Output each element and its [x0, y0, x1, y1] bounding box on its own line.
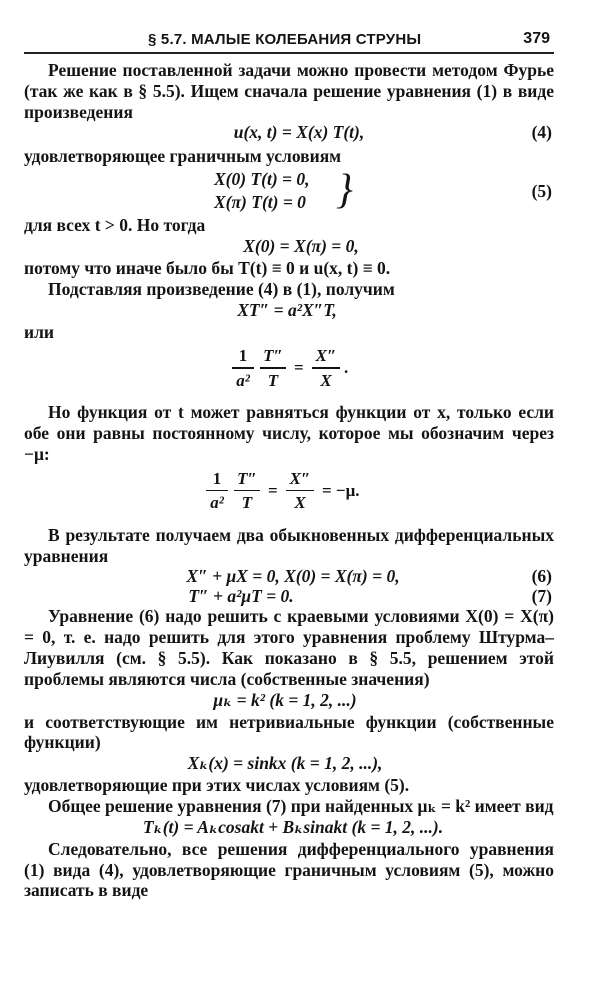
fraction-numerator: T″ [237, 468, 257, 488]
fraction-bar [312, 367, 340, 368]
fraction-t [260, 346, 286, 390]
equation-5-number: (5) [531, 181, 552, 202]
equation-xt [24, 300, 554, 322]
equals-minus-mu: = −μ. [322, 480, 360, 500]
equation-6-number: (6) [531, 566, 552, 587]
equation-7-text: T″ + a²μT = 0. [188, 586, 294, 607]
equation-xt-text: XT″ = a²X″T, [237, 299, 337, 320]
equation-4 [24, 122, 554, 146]
fraction-numerator: X″ [289, 468, 311, 488]
fraction-denominator: T [267, 370, 279, 390]
equation-x-boundary-text: X(0) = X(π) = 0, [243, 235, 359, 256]
fraction-t [234, 469, 260, 513]
paragraph-two-odes: В результате получаем два обыкновенных дифференциальных уравнения [24, 524, 554, 566]
equation-5 [24, 167, 554, 215]
equation-7-number: (7) [531, 586, 552, 607]
equation-eigenfunctions [24, 753, 554, 775]
equation-7 [24, 586, 554, 606]
page-number: 379 [523, 30, 550, 47]
equation-5-line-2: X(π) T(t) = 0 [214, 192, 306, 213]
paragraph-for-all-t: для всех t > 0. Но тогда [24, 215, 206, 236]
fraction-denominator: a² [210, 493, 224, 513]
fraction-one-over-a2 [232, 346, 254, 390]
paragraph-sturm-liouville: Уравнение (6) надо решить с краевыми условиями X(0) = X(π) = 0, т. е. надо решить для этого уравнения проблему Штурма–Лиувилля (см. § 5.5). Как показано в § 5.5, решением этой проблемы являются числа (собственные значения) [24, 606, 554, 689]
fraction-denominator: X [294, 493, 306, 513]
equation-4-number: (4) [531, 122, 552, 143]
equation-tk-text: Tₖ(t) = Aₖcosakt + Bₖsinakt (k = 1, 2, ...). [142, 816, 444, 837]
fraction-numerator: 1 [238, 346, 248, 366]
paragraph-or: или [24, 321, 54, 342]
paragraph-fourier-method: Решение поставленной задачи можно провести методом Фурье (так же как в § 5.5). Ищем сначала решение уравнения (1) в виде произведения [24, 60, 554, 122]
paragraph-constant-mu: Но функция от t может равняться функции от x, только если обе они равны постоянному числу, которое мы обозначим через −μ: [24, 402, 554, 464]
fraction-x [312, 346, 340, 390]
equation-mu [24, 469, 554, 519]
fraction-bar [234, 490, 260, 491]
equals-sign: = [268, 480, 278, 500]
equation-eigenvalues [24, 690, 554, 712]
period: . [344, 358, 349, 378]
equation-tk [24, 817, 554, 839]
fraction-bar [260, 367, 286, 368]
equation-eigenfunctions-text: Xₖ(x) = sinkx (k = 1, 2, ...), [187, 753, 383, 774]
page-body [24, 60, 554, 901]
equation-5-line-1: X(0) T(t) = 0, [214, 169, 310, 190]
equals-sign: = [294, 358, 304, 378]
equation-6 [24, 566, 554, 586]
paragraph-general-solution: Общее решение уравнения (7) при найденных μₖ = k² имеет вид [48, 795, 554, 816]
equation-6-text: X″ + μX = 0, X(0) = X(π) = 0, [186, 566, 400, 587]
section-title: § 5.7. МАЛЫЕ КОЛЕБАНИЯ СТРУНЫ [148, 31, 422, 48]
paragraph-boundary-conditions: удовлетворяющее граничным условиям [24, 146, 342, 167]
fraction-numerator: 1 [212, 468, 222, 488]
paragraph-conclusion: Следовательно, все решения дифференциального уравнения (1) вида (4), удовлетворяющие граничным условиям (5), можно записать в виде [24, 838, 554, 901]
fraction-denominator: T [241, 493, 253, 513]
fraction-bar [232, 367, 254, 368]
fraction-x [286, 469, 314, 513]
equation-4-text: u(x, t) = X(x) T(t), [233, 122, 365, 143]
header-rule [24, 52, 554, 54]
paragraph-substituting: Подставляя произведение (4) в (1), получим [48, 278, 395, 299]
equation-eigenvalues-text: μₖ = k² (k = 1, 2, ...) [213, 689, 357, 710]
fraction-one-over-a2 [206, 469, 228, 513]
fraction-numerator: X″ [315, 346, 337, 366]
fraction-numerator: T″ [263, 346, 283, 366]
running-header [24, 28, 552, 50]
fraction-bar [206, 490, 228, 491]
equation-5-brace: } [336, 167, 353, 214]
fraction-denominator: X [320, 370, 332, 390]
paragraph-satisfying: удовлетворяющие при этих числах условиям (5). [24, 775, 410, 796]
fraction-bar [286, 490, 314, 491]
paragraph-otherwise: потому что иначе было бы T(t) ≡ 0 и u(x, t) ≡ 0. [24, 257, 391, 278]
fraction-denominator: a² [236, 370, 250, 390]
equation-x-boundary [24, 236, 554, 258]
paragraph-eigenfunctions: и соответствующие им нетривиальные функции (собственные функции) [24, 711, 554, 753]
equation-separation [24, 346, 554, 396]
